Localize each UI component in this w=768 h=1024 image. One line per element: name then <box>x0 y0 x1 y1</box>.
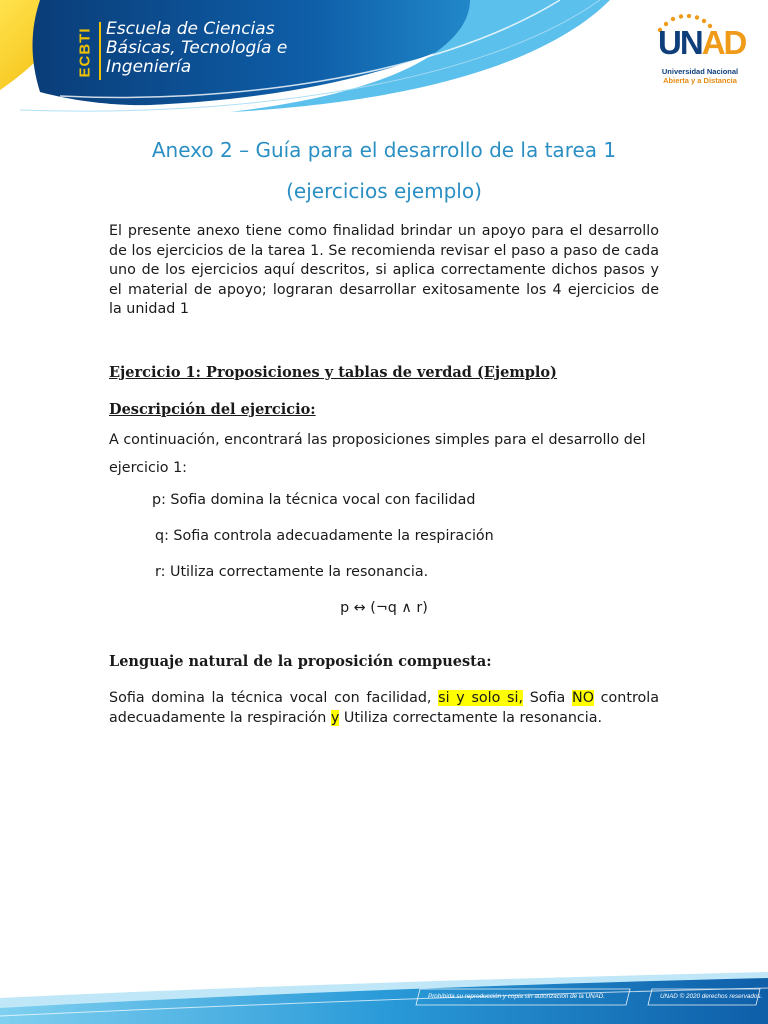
footer-wave-graphic <box>0 968 768 1024</box>
natural-language-paragraph: Sofia domina la técnica vocal con facilidad, si y solo si, Sofia NO controla adecuadamente la respiración y Utiliza correctamente la resonancia. <box>109 690 659 726</box>
intro-paragraph: El presente anexo tiene como finalidad brindar un apoyo para el desarrollo de los ejercicios de la tarea 1. Se recomienda revisar el paso a paso de cada uno de los ejercicios aquí descritos, si aplica correctamente dichos pasos y el material de apoyo; lograran desarrollar exitosamente los 4 ejercicios de la unidad 1 <box>109 223 659 317</box>
proposition-p: p: Sofia domina la técnica vocal con facilidad <box>152 492 476 508</box>
school-name-line: Básicas, Tecnología e <box>106 38 288 58</box>
school-name <box>106 20 356 77</box>
unad-logo <box>652 14 748 85</box>
header-divider <box>99 22 101 80</box>
logo-subtitle: Universidad Nacional <box>661 67 739 76</box>
logo-wordmark: UNAD <box>658 24 746 61</box>
highlight-biconditional: si y solo si, <box>438 690 524 706</box>
ecbti-vertical-label <box>74 20 96 84</box>
exercise-title: Ejercicio 1: Proposiciones y tablas de verdad (Ejemplo) <box>109 364 557 381</box>
proposition-r: r: Utiliza correctamente la resonancia. <box>155 564 429 580</box>
highlight-negation: NO <box>572 690 594 706</box>
natural-language-heading: Lenguaje natural de la proposición compuesta: <box>109 653 492 670</box>
school-name-line: Escuela de Ciencias <box>106 19 275 39</box>
footer-copyright-note: Prohibida su reproducción y copia sin autorización de la UNAD. <box>428 993 606 1000</box>
footer-banner <box>0 968 768 1024</box>
description-heading: Descripción del ejercicio: <box>109 401 316 418</box>
document-subtitle: (ejercicios ejemplo) <box>286 179 482 203</box>
acronym-text: ECBTI <box>76 27 94 77</box>
proposition-q: q: Sofia controla adecuadamente la respiración <box>155 528 494 544</box>
description-text: A continuación, encontrará las proposiciones simples para el desarrollo del ejercicio 1: <box>109 432 646 476</box>
logo-subtitle: Abierta y a Distancia <box>663 76 737 85</box>
document-title: Anexo 2 – Guía para el desarrollo de la tarea 1 <box>151 138 617 162</box>
highlight-conjunction: y <box>330 709 340 726</box>
footer-rights-note: UNAD © 2020 derechos reservados. <box>660 993 763 1000</box>
school-name-line: Ingeniería <box>106 57 192 77</box>
compound-formula: p ↔ (¬q ∧ r) <box>340 600 428 616</box>
